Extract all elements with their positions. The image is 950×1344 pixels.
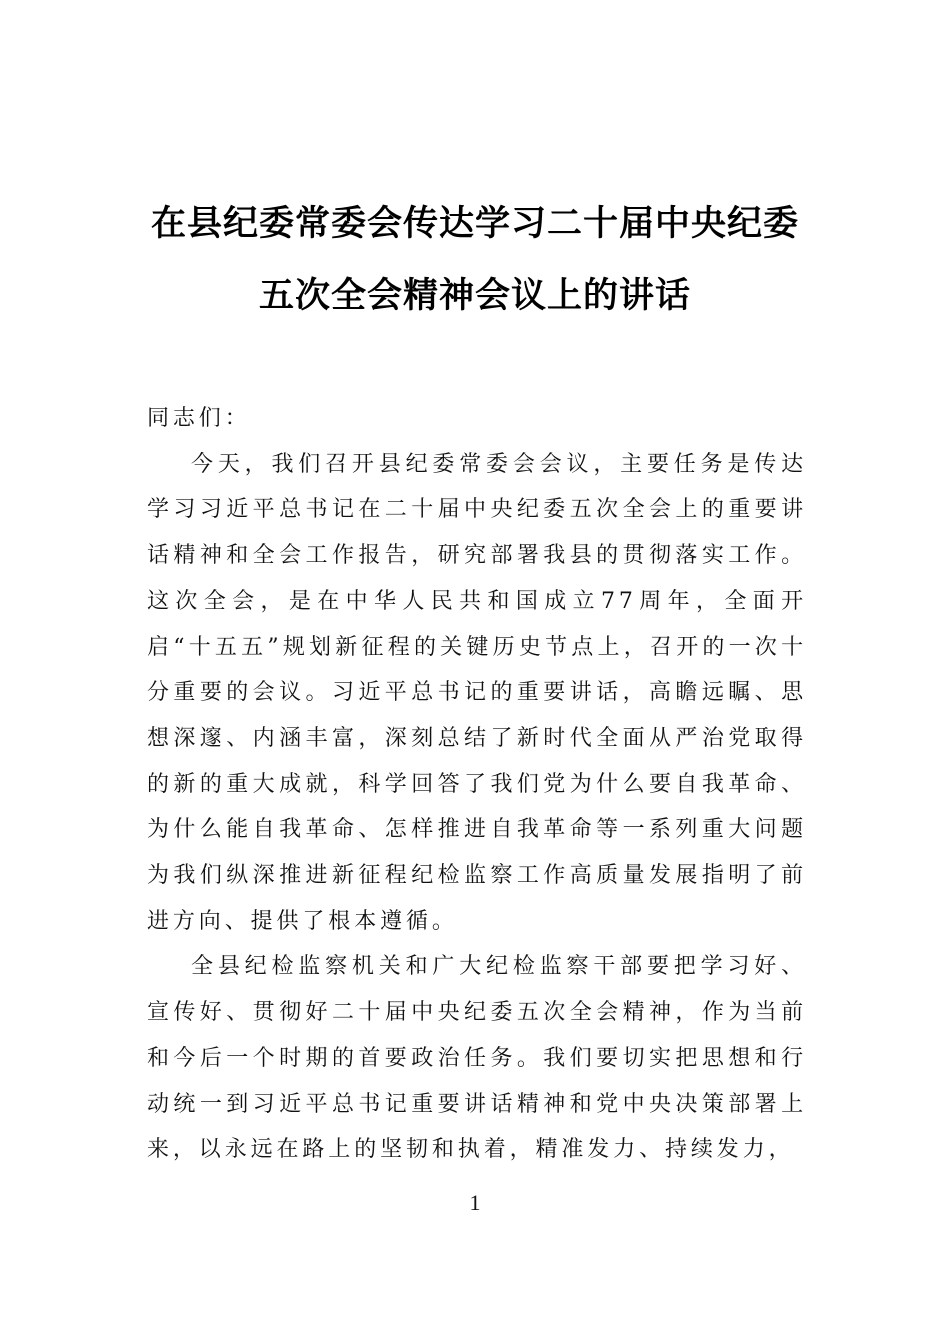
paragraph-2: 全县纪检监察机关和广大纪检监察干部要把学习好、宣传好、贯彻好二十届中央纪委五次全会精神，作为当前和今后一个时期的首要政治任务。我们要切实把思想和行动统一到习近平总书记重要讲话精神和党中央决策部署上来，以永远在路上的坚韧和执着，精准发力、持续发力， — [147, 954, 807, 1163]
document-body — [147, 396, 807, 1173]
paragraph-1: 今天，我们召开县纪委常委会会议，主要任务是传达学习习近平总书记在二十届中央纪委五次全会上的重要讲话精神和全会工作报告，研究部署我县的贯彻落实工作。这次全会，是在中华人民共和国成立77周年，全面开启“十五五”规划新征程的关键历史节点上，召开的一次十分重要的会议。习近平总书记的重要讲话，高瞻远瞩、思想深邃、内涵丰富，深刻总结了新时代全面从严治党取得的新的重大成就，科学回答了我们党为什么要自我革命、为什么能自我革命、怎样推进自我革命等一系列重大问题为我们纵深推进新征程纪检监察工作高质量发展指明了前进方向、提供了根本遵循。 — [147, 451, 807, 934]
salutation: 同志们： — [147, 406, 251, 431]
page-number: 1 — [469, 1190, 481, 1215]
document-title-line-2: 五次全会精神会议上的讲话 — [258, 276, 691, 316]
document-title-line-1: 在县纪委常委会传达学习二十届中央纪委 — [150, 204, 799, 244]
